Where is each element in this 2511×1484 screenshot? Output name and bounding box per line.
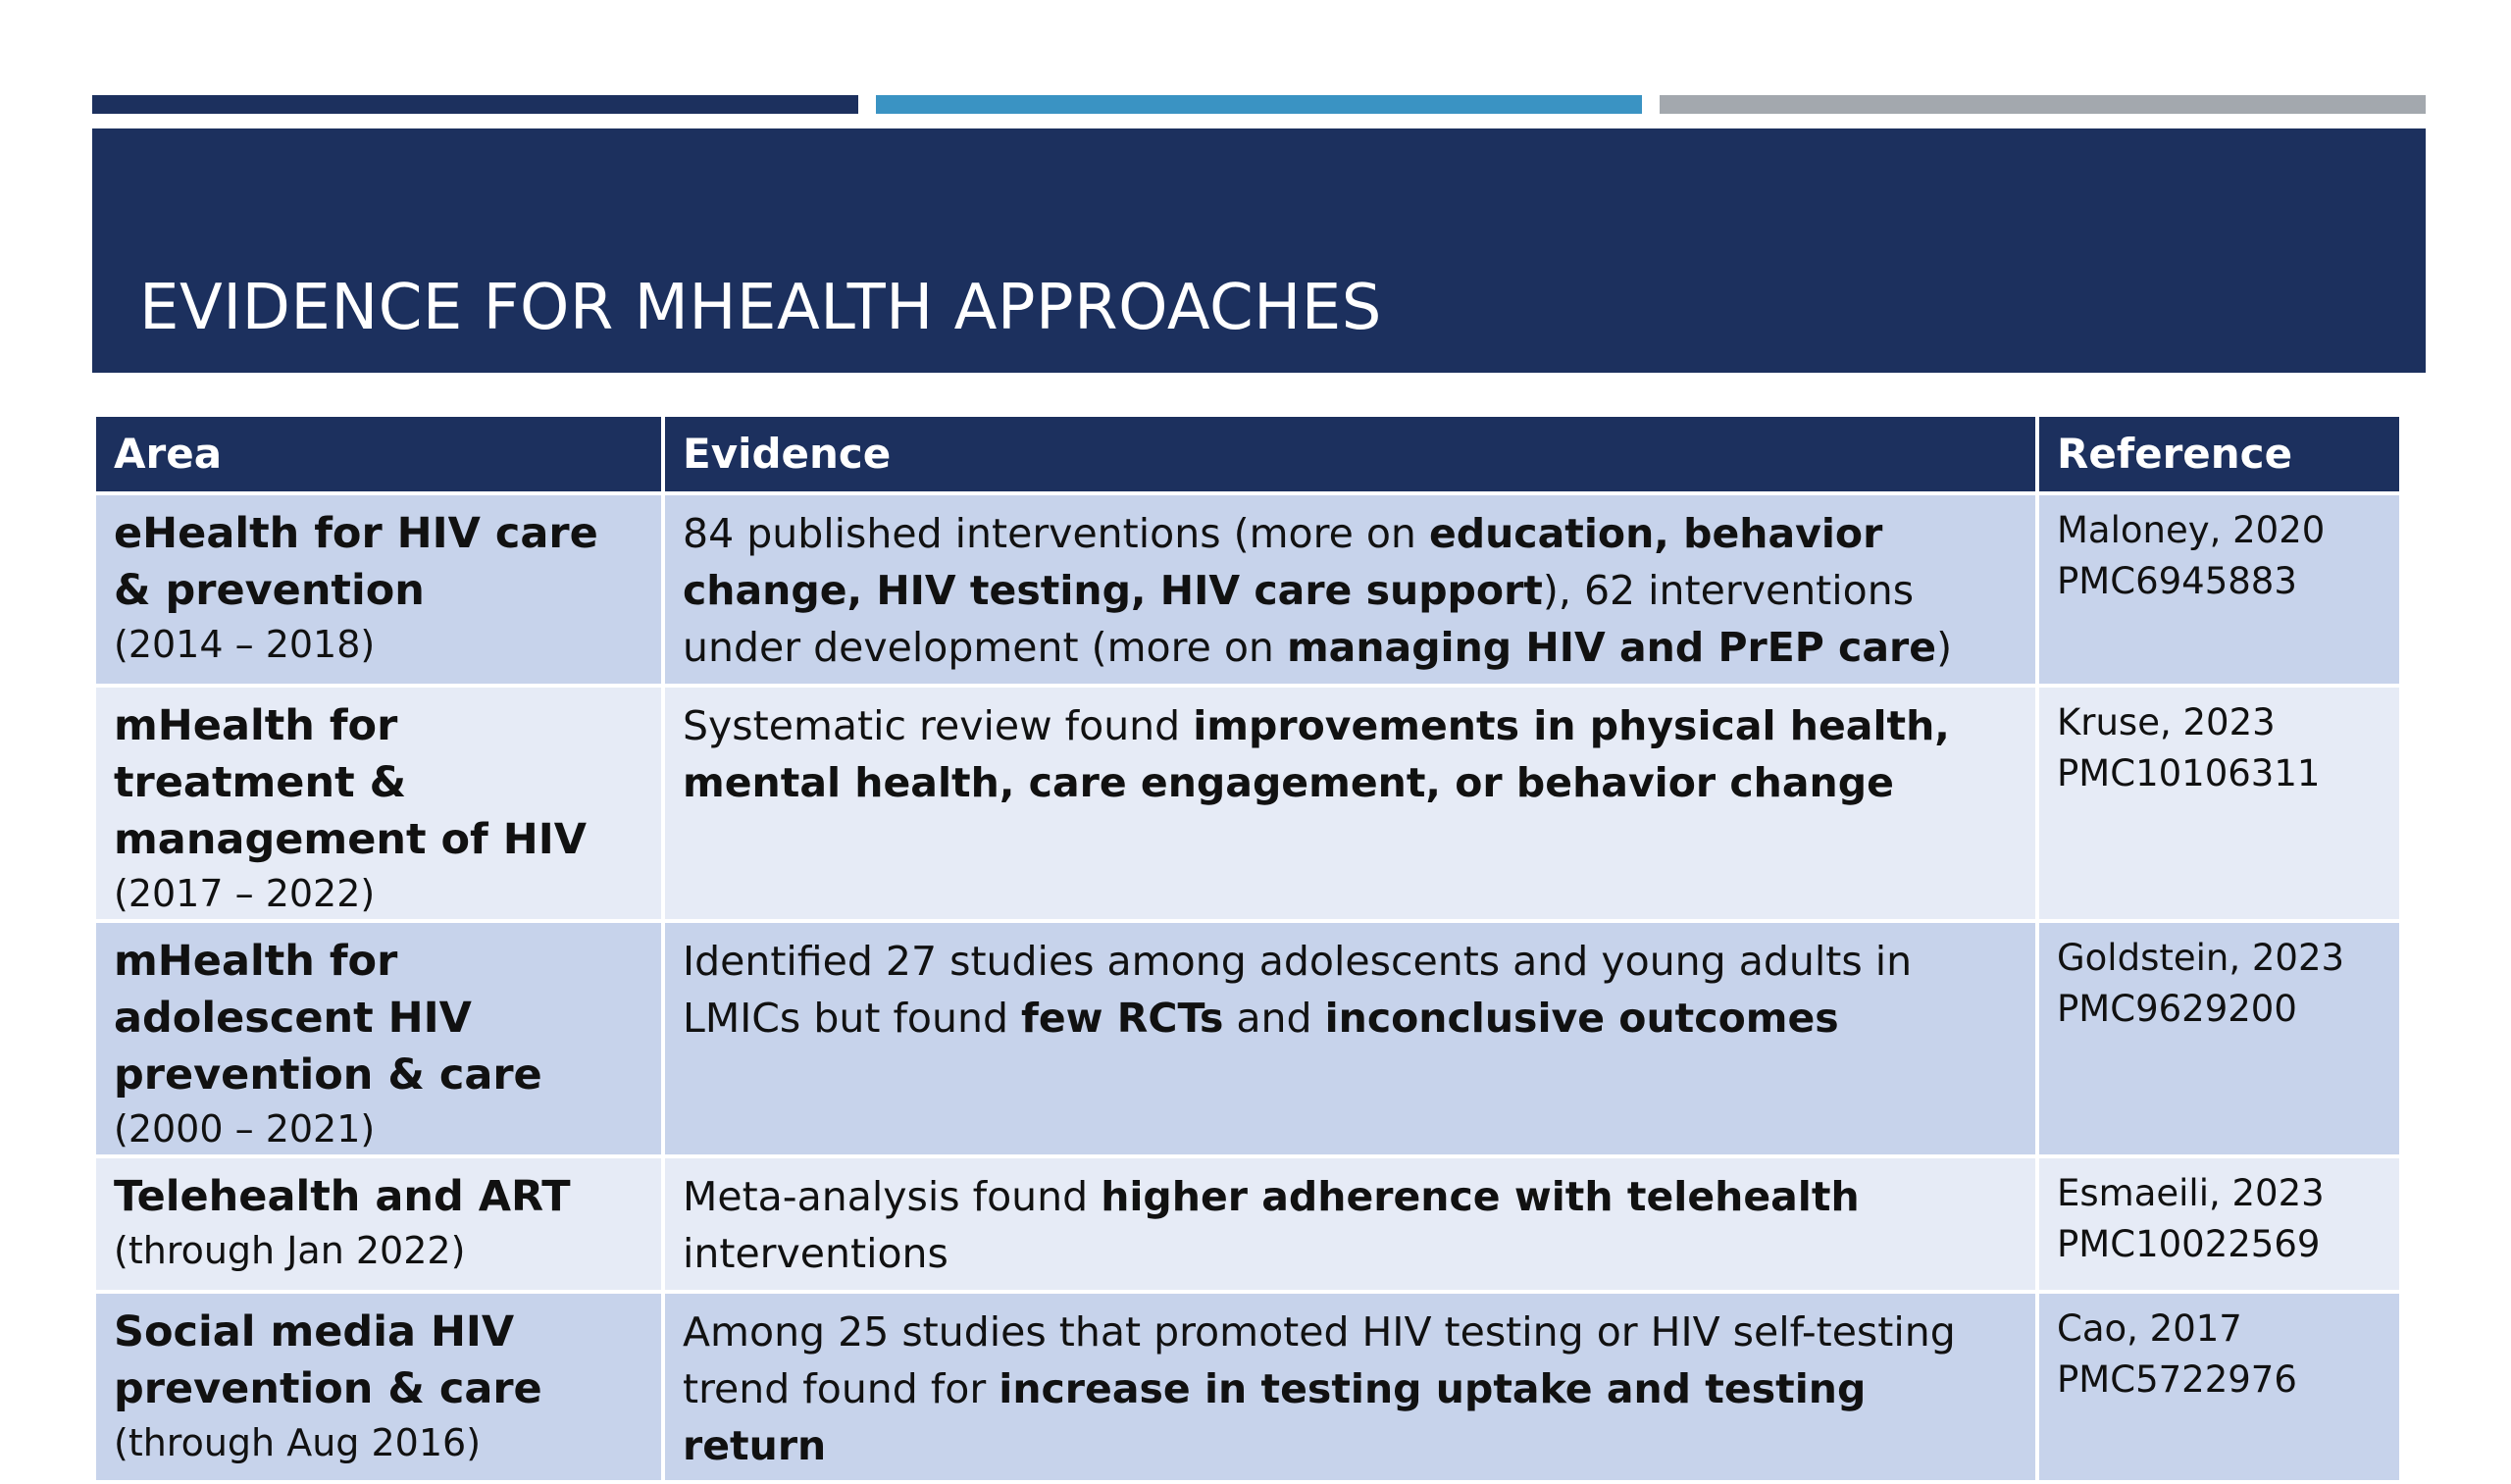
reference-cell (2037, 1292, 2399, 1482)
evidence-highlight: inconclusive outcomes (1324, 995, 1839, 1042)
evidence-highlight: improvements in physical health, mental health, care engagement, or behavior change (683, 702, 1950, 806)
evidence-run: and (1223, 995, 1325, 1042)
table-row (96, 1292, 2399, 1482)
reference-pmc-id: PMC10106311 (2057, 752, 2321, 794)
evidence-highlight: increase in testing uptake and testing return (683, 1365, 1867, 1469)
area-cell (96, 1292, 663, 1482)
area-title: mHealth for treatment & management of HIV (114, 701, 587, 864)
evidence-run: 84 published interventions (more on (683, 510, 1429, 557)
header-evidence: Evidence (663, 417, 2037, 493)
evidence-run: interventions (683, 1230, 948, 1277)
evidence-run: Meta-analysis found (683, 1173, 1102, 1220)
area-cell (96, 1156, 663, 1292)
reference-pmc-id: PMC5722976 (2057, 1358, 2297, 1401)
header-area: Area (96, 417, 663, 493)
evidence-cell (663, 1292, 2037, 1482)
table-row (96, 921, 2399, 1156)
evidence-table (96, 417, 2399, 1484)
accent-bar-gray (1660, 95, 2426, 114)
area-period: (2000 – 2021) (114, 1107, 376, 1151)
title-band (92, 128, 2426, 373)
area-title: mHealth for adolescent HIV prevention & care (114, 937, 542, 1100)
evidence-cell (663, 493, 2037, 686)
evidence-run: Systematic review found (683, 702, 1194, 749)
reference-author: Cao, 2017 (2057, 1307, 2242, 1350)
area-period: (through Aug 2016) (114, 1421, 482, 1464)
area-period: (2014 – 2018) (114, 623, 376, 666)
reference-author: Esmaeili, 2023 (2057, 1172, 2325, 1214)
area-period: (2017 – 2022) (114, 872, 376, 915)
evidence-text (683, 1308, 1956, 1469)
evidence-highlight: higher adherence with telehealth (1101, 1173, 1860, 1220)
evidence-cell (663, 1156, 2037, 1292)
reference-cell (2037, 1156, 2399, 1292)
area-cell (96, 493, 663, 686)
reference-author: Goldstein, 2023 (2057, 937, 2345, 979)
area-title: eHealth for HIV care & prevention (114, 509, 598, 615)
area-title: Telehealth and ART (114, 1172, 571, 1221)
table-row (96, 1156, 2399, 1292)
evidence-cell (663, 686, 2037, 921)
table-row (96, 686, 2399, 921)
area-period: (through Jan 2022) (114, 1229, 466, 1272)
accent-bar-blue (876, 95, 1642, 114)
evidence-highlight: managing HIV and PrEP care (1286, 624, 1937, 671)
reference-author: Maloney, 2020 (2057, 509, 2326, 551)
table-row (96, 493, 2399, 686)
evidence-text (683, 702, 1950, 806)
evidence-run: ) (1936, 624, 1953, 671)
reference-cell (2037, 493, 2399, 686)
evidence-text (683, 510, 1952, 671)
reference-author: Kruse, 2023 (2057, 701, 2276, 743)
evidence-highlight: few RCTs (1021, 995, 1224, 1042)
evidence-text (683, 1173, 1860, 1277)
evidence-cell (663, 921, 2037, 1156)
evidence-run: Identified 27 studies among adolescents and young adults in LMICs but found (683, 938, 1913, 1042)
reference-cell (2037, 686, 2399, 921)
reference-pmc-id: PMC10022569 (2057, 1223, 2321, 1265)
reference-cell (2037, 921, 2399, 1156)
slide-title: EVIDENCE FOR MHEALTH APPROACHES (139, 272, 1382, 344)
evidence-run: Among 25 studies that promoted HIV testing or HIV self-testing trend found for (683, 1308, 1956, 1412)
reference-pmc-id: PMC9629200 (2057, 988, 2297, 1030)
evidence-text (683, 938, 1912, 1042)
table-header-row (96, 417, 2399, 493)
reference-pmc-id: PMC6945883 (2057, 560, 2297, 602)
area-cell (96, 686, 663, 921)
accent-bar-navy (92, 95, 858, 114)
area-title: Social media HIV prevention & care (114, 1307, 542, 1413)
area-cell (96, 921, 663, 1156)
evidence-run: ), 62 interventions under development (more on (683, 567, 1915, 671)
header-reference: Reference (2037, 417, 2399, 493)
evidence-highlight: education, behavior change, HIV testing, HIV care support (683, 510, 1883, 614)
